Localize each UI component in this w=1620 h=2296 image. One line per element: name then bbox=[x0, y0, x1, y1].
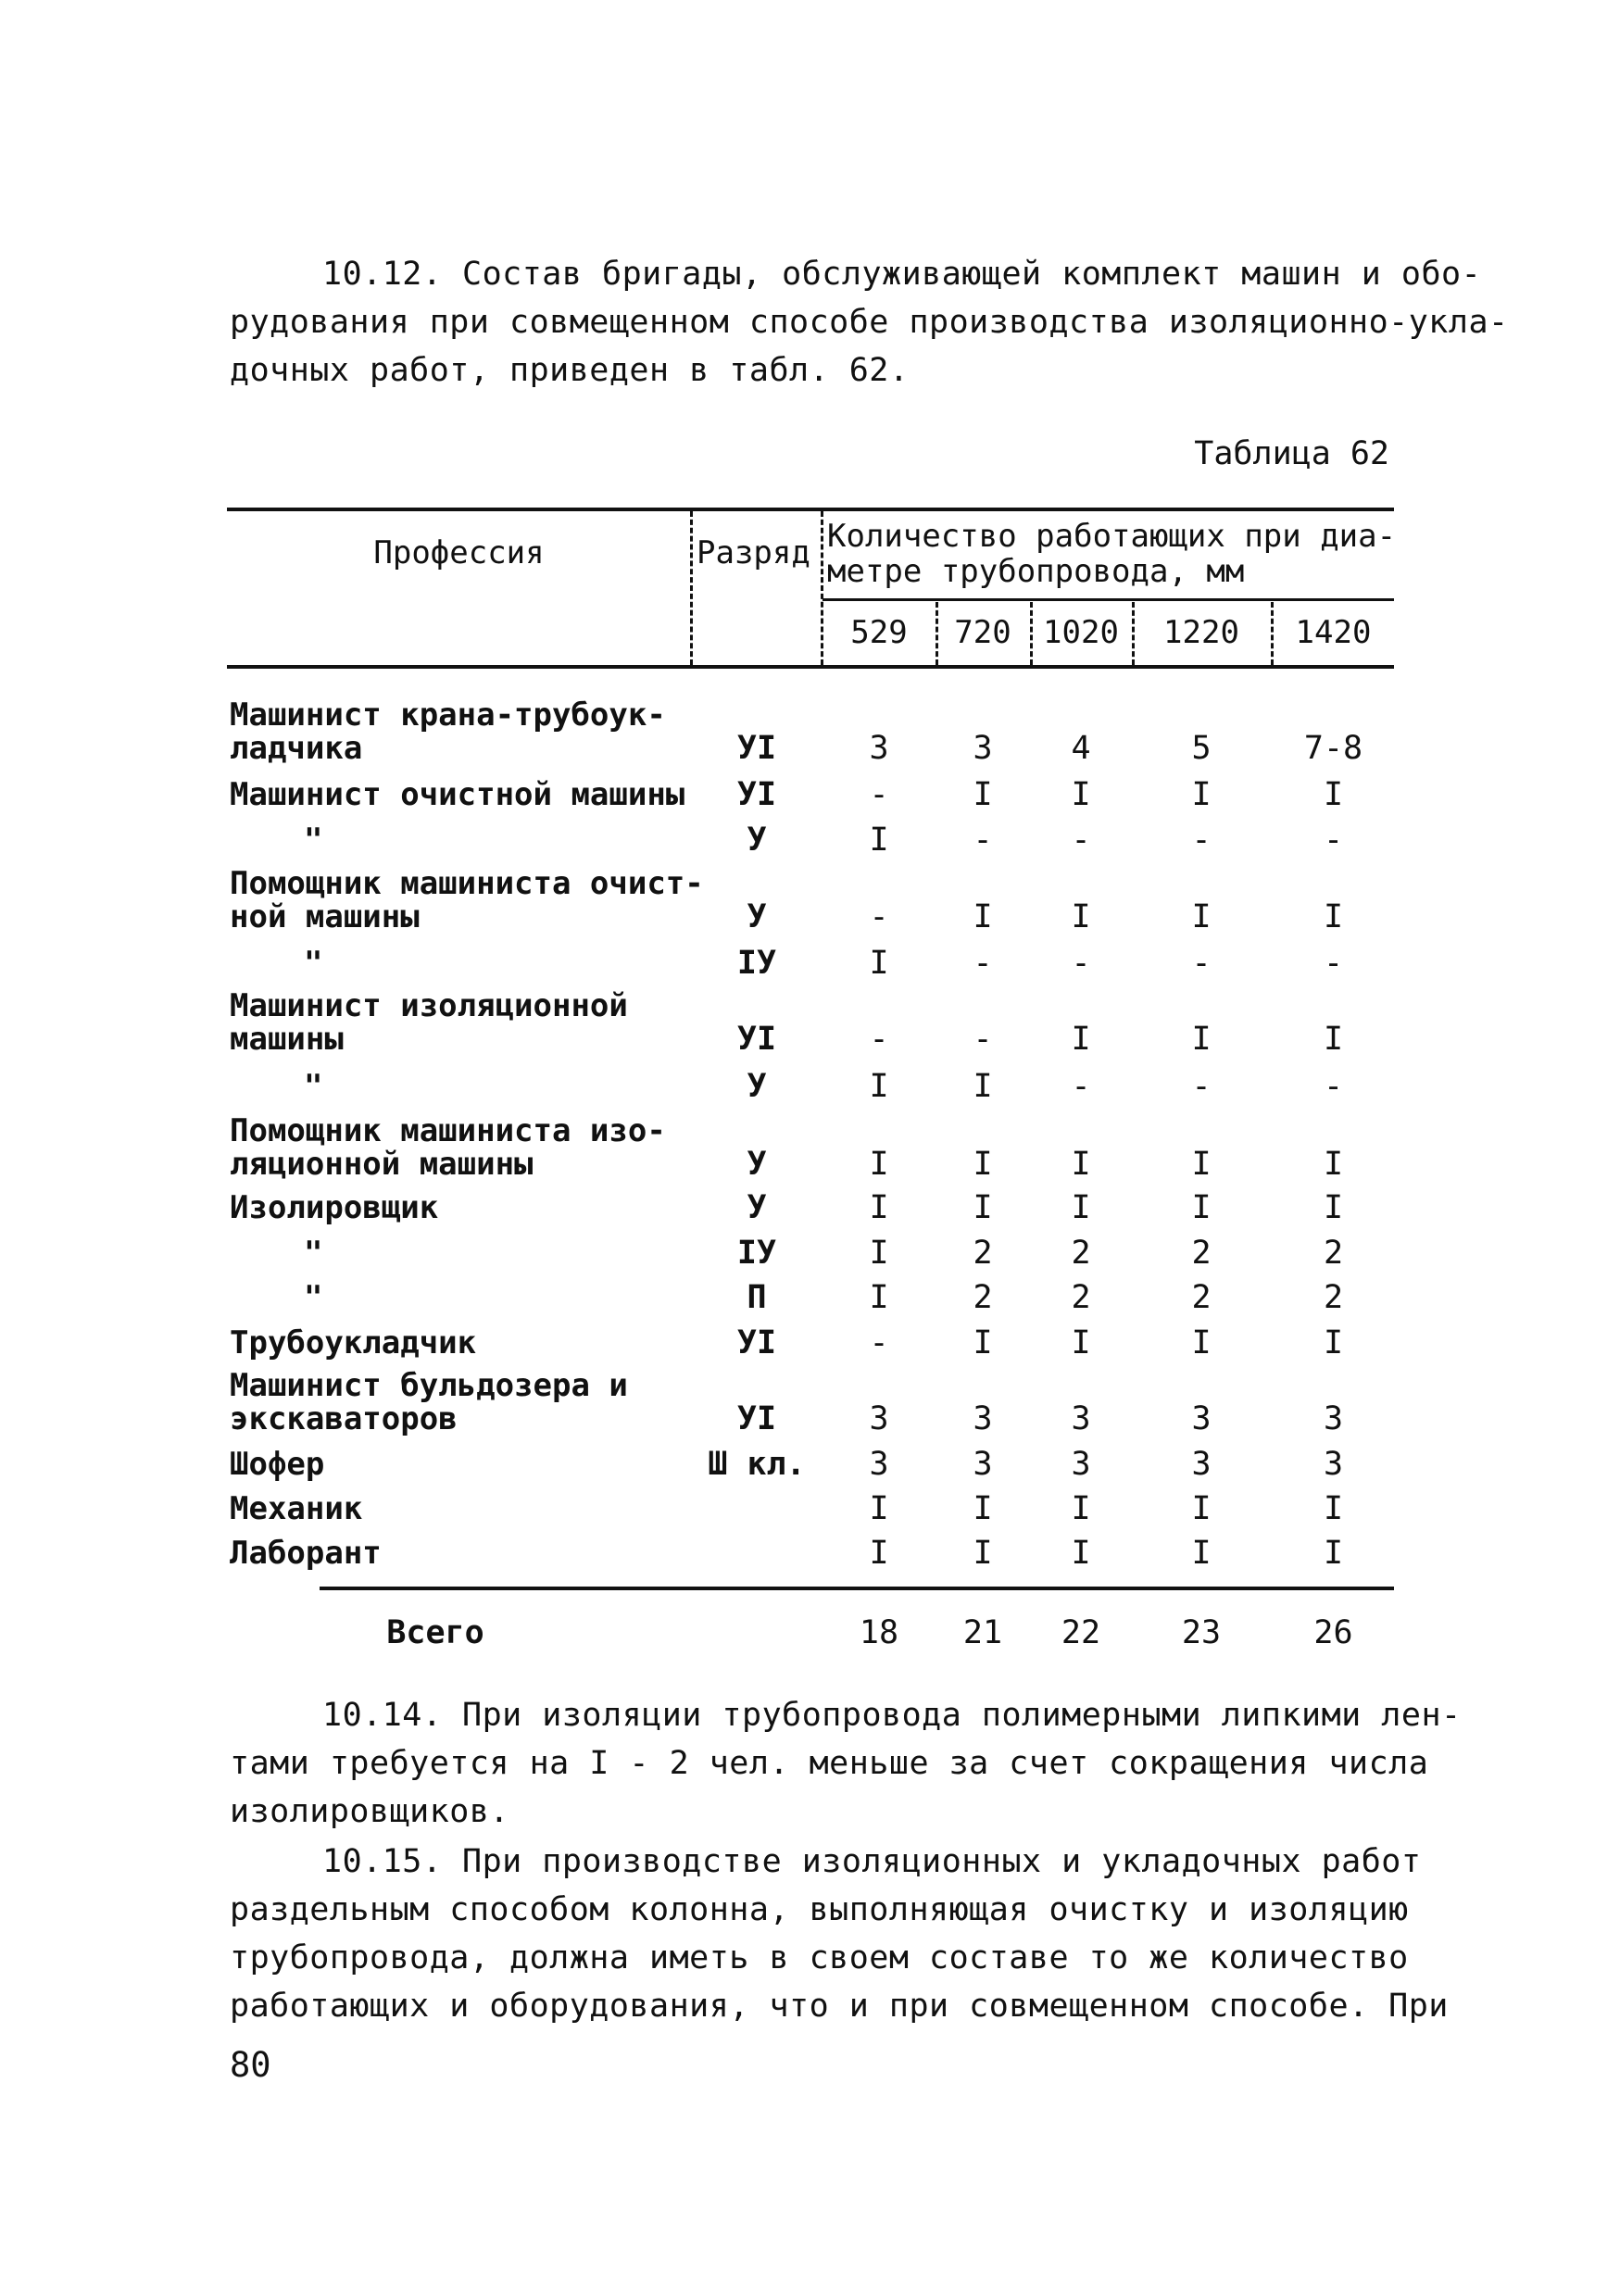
table-cell: 3 bbox=[973, 730, 993, 767]
table-cell: 2 bbox=[1191, 1279, 1212, 1316]
table-cell: I bbox=[869, 1146, 889, 1183]
table-row-grade: П bbox=[747, 1279, 767, 1316]
table-cell: I bbox=[1191, 1021, 1212, 1058]
table-cell: - bbox=[1071, 945, 1091, 982]
table-row-profession bbox=[230, 823, 711, 857]
profession-line: " bbox=[304, 1068, 323, 1105]
table-cell: I bbox=[1191, 1535, 1212, 1572]
intro-paragraph bbox=[230, 250, 1509, 395]
header-profession: Профессия bbox=[373, 534, 545, 571]
table-cell: 3 bbox=[1071, 1400, 1091, 1437]
table-row-grade: Ш кл. bbox=[708, 1446, 806, 1483]
profession-line: " bbox=[304, 945, 323, 982]
table-cell: I bbox=[869, 822, 889, 859]
table-row-grade: УI bbox=[736, 1324, 777, 1361]
table-cell: I bbox=[869, 945, 889, 982]
table-cell: I bbox=[973, 776, 993, 813]
table-cell: I bbox=[869, 1235, 889, 1272]
table-cell: 2 bbox=[1191, 1235, 1212, 1272]
table-cell: - bbox=[869, 1021, 889, 1058]
table-cell: I bbox=[1191, 1146, 1212, 1183]
table-cell: - bbox=[1191, 1068, 1212, 1105]
table-row-profession bbox=[230, 1191, 711, 1224]
profession-line: Помощник машиниста изо- bbox=[230, 1112, 666, 1149]
table-cell: I bbox=[1323, 1535, 1344, 1572]
profession-line: Машинист крана-трубоук- bbox=[230, 696, 666, 734]
paragraph-line: рудования при совмещенном способе производства изоляционно-укла- bbox=[230, 304, 1509, 341]
profession-line: Машинист изоляционной bbox=[230, 987, 628, 1024]
table-cell: I bbox=[973, 1068, 993, 1105]
table-cell: 7-8 bbox=[1303, 730, 1363, 767]
table-cell: I bbox=[973, 1146, 993, 1183]
paragraph-10-15 bbox=[230, 1838, 1449, 2030]
table-cell: I bbox=[869, 1535, 889, 1572]
table-cell: I bbox=[869, 1068, 889, 1105]
table-cell: 3 bbox=[869, 1446, 889, 1483]
profession-line: Лаборант bbox=[230, 1535, 382, 1572]
table-cell: I bbox=[1323, 898, 1344, 935]
table-cell: - bbox=[1323, 1068, 1344, 1105]
table-bottom-rule bbox=[320, 1587, 1394, 1590]
table-cell: I bbox=[1323, 1021, 1344, 1058]
header-grade: Разряд bbox=[697, 534, 810, 571]
table-row-grade: У bbox=[747, 898, 767, 935]
table-cell: - bbox=[1071, 1068, 1091, 1105]
table-cell: I bbox=[1071, 1021, 1091, 1058]
table-row-profession bbox=[230, 1492, 711, 1525]
table-cell: - bbox=[869, 898, 889, 935]
table-cell: 2 bbox=[1323, 1235, 1344, 1272]
table-row-profession bbox=[230, 1281, 711, 1314]
header-diameter: 529 bbox=[850, 614, 908, 651]
table-cell: - bbox=[1191, 822, 1212, 859]
table-cell: I bbox=[1323, 1324, 1344, 1361]
table-cell: 2 bbox=[1323, 1279, 1344, 1316]
table-row-profession bbox=[230, 1369, 711, 1436]
total-value: 26 bbox=[1313, 1614, 1353, 1651]
table-cell: 3 bbox=[973, 1400, 993, 1437]
table-row-grade: IУ bbox=[736, 1235, 777, 1272]
table-cell: I bbox=[1071, 1324, 1091, 1361]
table-cell: I bbox=[1323, 1490, 1344, 1527]
table-row-profession bbox=[230, 1236, 711, 1270]
table-cell: I bbox=[869, 1189, 889, 1226]
table-cell: - bbox=[973, 945, 993, 982]
table-row-profession bbox=[230, 867, 711, 934]
header-divider bbox=[690, 511, 693, 665]
table-cell: I bbox=[1071, 776, 1091, 813]
table-cell: I bbox=[1191, 1324, 1212, 1361]
paragraph-line: 10.12. Состав бригады, обслуживающей комплект машин и обо- bbox=[322, 256, 1482, 293]
table-row-grade: УI bbox=[736, 1400, 777, 1437]
table-cell: 3 bbox=[869, 1400, 889, 1437]
table-cell: I bbox=[973, 1324, 993, 1361]
table-row-profession bbox=[230, 1114, 711, 1181]
table-row-grade: У bbox=[747, 1146, 767, 1183]
profession-line: Механик bbox=[230, 1490, 363, 1527]
table-caption: Таблица 62 bbox=[1194, 435, 1389, 472]
header-diameter: 1420 bbox=[1295, 614, 1372, 651]
profession-line: ладчика bbox=[230, 730, 363, 767]
header-subrule bbox=[823, 598, 1394, 601]
table-cell: 3 bbox=[1071, 1446, 1091, 1483]
table-row-grade: УI bbox=[736, 730, 777, 767]
header-diameter: 720 bbox=[954, 614, 1011, 651]
header-count-line1: Количество работающих при диа- bbox=[827, 518, 1397, 555]
total-label: Всего bbox=[386, 1614, 484, 1651]
profession-line: экскаваторов bbox=[230, 1400, 458, 1437]
table-row-grade: IУ bbox=[736, 945, 777, 982]
table-row-profession bbox=[230, 1537, 711, 1570]
paragraph-line: тами требуется на I - 2 чел. меньше за счет сокращения числа bbox=[230, 1745, 1429, 1782]
profession-line: ной машины bbox=[230, 898, 420, 935]
table-row-profession bbox=[230, 947, 711, 980]
table-cell: I bbox=[1071, 1189, 1091, 1226]
profession-line: Машинист очистной машины bbox=[230, 776, 685, 813]
total-value: 21 bbox=[962, 1614, 1003, 1651]
total-value: 18 bbox=[859, 1614, 899, 1651]
table-cell: - bbox=[1323, 822, 1344, 859]
paragraph-line: изолировщиков. bbox=[230, 1793, 510, 1830]
table-cell: I bbox=[973, 898, 993, 935]
header-diameter: 1220 bbox=[1163, 614, 1239, 651]
table-cell: - bbox=[1323, 945, 1344, 982]
table-cell: I bbox=[973, 1490, 993, 1527]
paragraph-10-14 bbox=[230, 1691, 1462, 1836]
profession-line: " bbox=[304, 822, 323, 859]
profession-line: машины bbox=[230, 1021, 344, 1058]
table-cell: I bbox=[1191, 1189, 1212, 1226]
table-cell: I bbox=[1191, 898, 1212, 935]
table-cell: 2 bbox=[1071, 1235, 1091, 1272]
paragraph-line: дочных работ, приведен в табл. 62. bbox=[230, 352, 910, 389]
table-cell: I bbox=[869, 1279, 889, 1316]
table-cell: I bbox=[1323, 776, 1344, 813]
table-cell: 3 bbox=[1323, 1400, 1344, 1437]
table-cell: I bbox=[1071, 898, 1091, 935]
table-cell: 3 bbox=[1191, 1446, 1212, 1483]
total-value: 23 bbox=[1181, 1614, 1222, 1651]
table-cell: - bbox=[973, 822, 993, 859]
profession-line: Шофер bbox=[230, 1446, 325, 1483]
table-row-profession bbox=[230, 698, 711, 765]
total-value: 22 bbox=[1061, 1614, 1101, 1651]
profession-line: " bbox=[304, 1279, 323, 1316]
table-cell: I bbox=[869, 1490, 889, 1527]
table-cell: I bbox=[1323, 1146, 1344, 1183]
paragraph-line: работающих и оборудования, что и при совмещенном способе. При bbox=[230, 1988, 1449, 2025]
table-cell: I bbox=[1071, 1146, 1091, 1183]
table-cell: I bbox=[1071, 1490, 1091, 1527]
page-number: 80 bbox=[230, 2045, 271, 2085]
table-row-grade: У bbox=[747, 1189, 767, 1226]
table-row-grade: УI bbox=[736, 776, 777, 813]
table-cell: I bbox=[1323, 1189, 1344, 1226]
header-count-line2: метре трубопровода, мм bbox=[827, 553, 1245, 590]
profession-line: Изолировщик bbox=[230, 1189, 439, 1226]
header-divider bbox=[821, 511, 823, 665]
table-row-grade: УI bbox=[736, 1021, 777, 1058]
table-cell: 3 bbox=[1191, 1400, 1212, 1437]
profession-line: Помощник машиниста очист- bbox=[230, 865, 704, 902]
table-row-profession bbox=[230, 1326, 711, 1360]
table-cell: 5 bbox=[1191, 730, 1212, 767]
table-cell: 3 bbox=[1323, 1446, 1344, 1483]
profession-line: Машинист бульдозера и bbox=[230, 1367, 628, 1404]
paragraph-line: 10.14. При изоляции трубопровода полимерными липкими лен- bbox=[322, 1697, 1462, 1734]
table-cell: - bbox=[869, 776, 889, 813]
table-cell: I bbox=[1191, 776, 1212, 813]
table-row-profession bbox=[230, 1070, 711, 1103]
table-cell: I bbox=[973, 1535, 993, 1572]
table-cell: - bbox=[973, 1021, 993, 1058]
profession-line: ляционной машины bbox=[230, 1146, 534, 1183]
table-cell: 2 bbox=[1071, 1279, 1091, 1316]
table-top-rule bbox=[227, 508, 1394, 511]
table-cell: 2 bbox=[973, 1235, 993, 1272]
profession-line: Трубоукладчик bbox=[230, 1324, 477, 1361]
header-diameter: 1020 bbox=[1043, 614, 1119, 651]
table-cell: - bbox=[869, 1324, 889, 1361]
paragraph-line: 10.15. При производстве изоляционных и укладочных работ bbox=[322, 1843, 1422, 1880]
table-cell: I bbox=[973, 1189, 993, 1226]
profession-line: " bbox=[304, 1235, 323, 1272]
header-bottom-rule bbox=[227, 665, 1394, 669]
table-cell: 2 bbox=[973, 1279, 993, 1316]
table-cell: 3 bbox=[973, 1446, 993, 1483]
table-row-profession bbox=[230, 778, 711, 811]
table-cell: 3 bbox=[869, 730, 889, 767]
table-row-profession bbox=[230, 1448, 711, 1481]
table-cell: 4 bbox=[1071, 730, 1091, 767]
table-cell: - bbox=[1071, 822, 1091, 859]
table-row-profession bbox=[230, 989, 711, 1056]
table-row-grade: У bbox=[747, 1068, 767, 1105]
table-cell: I bbox=[1191, 1490, 1212, 1527]
table-cell: - bbox=[1191, 945, 1212, 982]
table-row-grade: У bbox=[747, 822, 767, 859]
paragraph-line: трубопровода, должна иметь в своем составе то же количество bbox=[230, 1939, 1409, 1976]
table-cell: I bbox=[1071, 1535, 1091, 1572]
paragraph-line: раздельным способом колонна, выполняющая очистку и изоляцию bbox=[230, 1891, 1409, 1928]
